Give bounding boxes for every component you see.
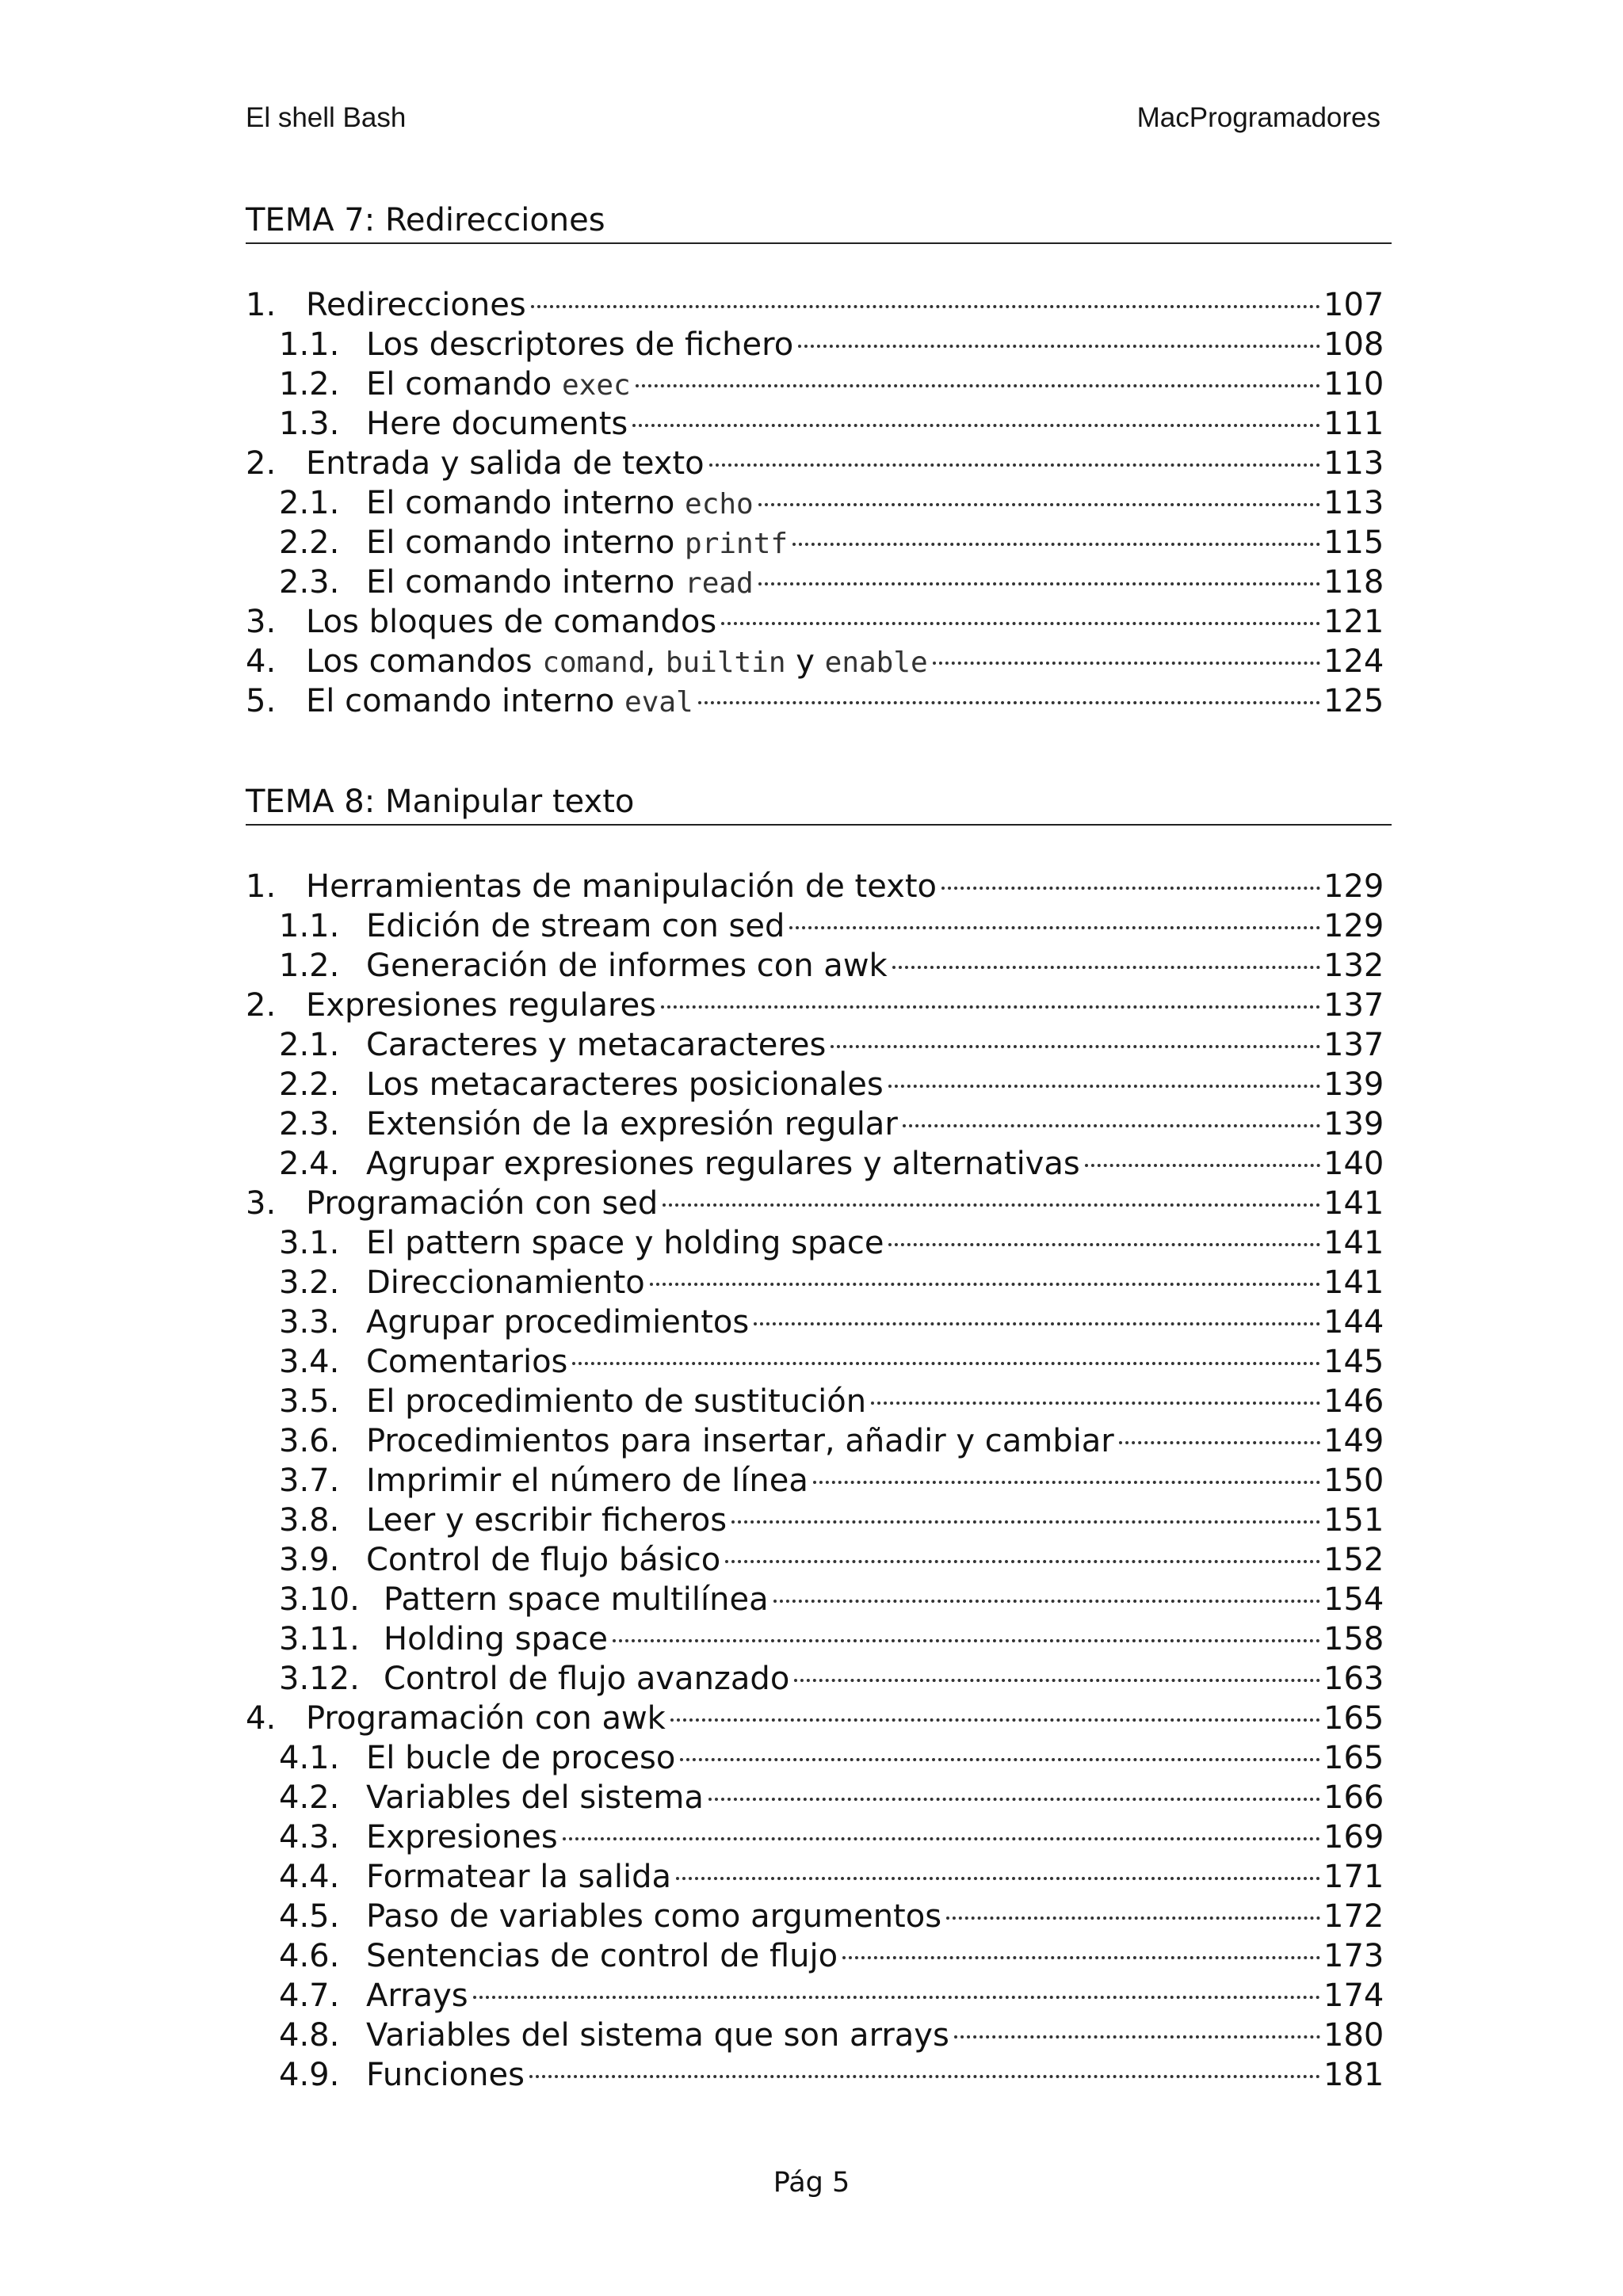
toc-entry-title: Los descriptores de fichero [366,326,794,363]
command-code: echo [685,488,754,521]
dot-leader [670,1718,1320,1722]
dot-leader [941,887,1320,890]
toc-entry-title-text: El comando interno [306,683,625,719]
toc-entry-page: 172 [1323,1898,1384,1935]
toc-entry-title: Edición de stream con sed [366,908,785,944]
toc-entry-number: 3.9. [279,1542,340,1578]
toc-entry-title: Generación de informes con awk [366,948,888,984]
toc-entry-page: 166 [1323,1779,1384,1816]
toc-entry-title [366,483,754,524]
toc-entry-title: Entrada y salida de texto [306,445,705,482]
toc-entry-number: 3.3. [279,1304,340,1341]
dot-leader [473,1996,1320,1999]
toc-entry-5[interactable] [246,681,1384,721]
toc-entry-4[interactable] [246,1699,1384,1738]
toc-entry-4-2[interactable] [246,1778,1384,1817]
toc-entry-page: 150 [1323,1463,1384,1499]
toc-entry-page: 137 [1323,1027,1384,1063]
dot-leader [888,1243,1320,1246]
toc-entry-number: 3.10. [279,1581,360,1618]
toc-entry-number: 4.1. [279,1740,340,1776]
toc-entry-3-2[interactable] [246,1263,1384,1302]
toc-entry-3-3[interactable] [246,1302,1384,1342]
dot-leader [758,582,1320,585]
toc-entry-page: 140 [1323,1146,1384,1182]
document-title: El shell Bash [246,102,407,133]
toc-entry-page: 124 [1323,643,1384,680]
toc-entry-3[interactable] [246,1184,1384,1223]
dot-leader [613,1639,1320,1642]
toc-entry-4[interactable] [246,642,1384,681]
toc-entry-title: Los bloques de comandos [306,604,717,640]
dot-leader [954,2035,1320,2039]
toc-entry-4-9[interactable] [246,2055,1384,2095]
toc-entry-3-8[interactable] [246,1501,1384,1540]
toc-entry-page: 180 [1323,2017,1384,2054]
toc-entry-page: 146 [1323,1383,1384,1420]
dot-leader [680,1758,1320,1761]
toc-entry-2-2[interactable] [246,1065,1384,1104]
toc-entry-title: Herramientas de manipulación de texto [306,868,937,905]
dot-leader [725,1560,1320,1563]
toc-entry-page: 141 [1323,1264,1384,1301]
toc-entry-title: Pattern space multilínea [384,1581,769,1618]
toc-entry-page: 145 [1323,1344,1384,1380]
toc-entry-title: Agrupar procedimientos [366,1304,750,1341]
dot-leader [708,1798,1320,1801]
toc-entry-page: 152 [1323,1542,1384,1578]
dot-leader [946,1917,1320,1920]
toc-entry-1-2[interactable] [246,364,1384,404]
toc-entry-2[interactable] [246,986,1384,1025]
toc-entry-title: Variables del sistema que son arrays [366,2017,949,2054]
toc-entry-number: 2.2. [279,524,340,561]
toc-entry-2-3[interactable] [246,1104,1384,1144]
toc-entry-3-11[interactable] [246,1619,1384,1659]
dot-leader [709,463,1320,467]
dot-leader [1119,1441,1320,1444]
toc-entry-title-text: El comando interno [366,564,685,601]
toc-entry-4-4[interactable] [246,1857,1384,1897]
toc-entry-title-text: El comando interno [366,524,685,561]
running-header [246,100,1381,136]
toc-entry-page: 141 [1323,1185,1384,1222]
chapter-title: TEMA 8: Manipular texto [246,780,1392,826]
toc-entry-number: 4.5. [279,1898,340,1935]
toc-entry-4-5[interactable] [246,1897,1384,1936]
toc-entry-number: 2.3. [279,1106,340,1142]
toc-entry-number: 3.2. [279,1264,340,1301]
toc-entry-number: 3.12. [279,1661,360,1697]
dot-leader [663,1203,1320,1207]
toc-entry-title: Funciones [366,2057,525,2093]
dot-leader [676,1877,1320,1880]
toc-entry-title: Control de flujo avanzado [384,1661,790,1697]
toc-entry-4-3[interactable] [246,1817,1384,1857]
toc-entry-number: 4. [246,643,277,680]
dot-leader [871,1402,1320,1405]
toc-entry-1[interactable] [246,285,1384,325]
chapter-tema-7 [246,198,1392,721]
dot-leader [903,1124,1320,1127]
toc-entry-1-3[interactable] [246,404,1384,444]
toc-entry-title: Holding space [384,1621,608,1657]
toc-entry-page: 169 [1323,1819,1384,1855]
dot-leader [892,966,1320,969]
toc-entry-title: Variables del sistema [366,1779,704,1816]
toc-entry-1-1[interactable] [246,906,1384,946]
toc-entry-number: 3.1. [279,1225,340,1261]
toc-entry-page: 113 [1323,485,1384,521]
toc-entry-title: El pattern space y holding space [366,1225,884,1261]
toc-entry-title-text: El comando interno [366,485,685,521]
toc-entry-title: Agrupar expresiones regulares y alternativas [366,1146,1080,1182]
toc-entry-title: Here documents [366,406,628,442]
dot-leader [773,1600,1320,1603]
toc-entry-number: 4.4. [279,1859,340,1895]
toc-entry-4-6[interactable] [246,1936,1384,1976]
toc-entry-page: 137 [1323,987,1384,1024]
toc-entry-number: 3.6. [279,1423,340,1459]
toc-entry-title: Leer y escribir ficheros [366,1502,727,1539]
toc-entry-title [306,681,693,723]
dot-leader [529,2075,1320,2078]
toc-entry-title: Expresiones [366,1819,558,1855]
toc-entry-number: 4. [246,1700,277,1737]
toc-entry-title: El procedimiento de sustitución [366,1383,867,1420]
toc-entry-page: 125 [1323,683,1384,719]
toc-entry-number: 1.3. [279,406,340,442]
toc-entry-title: Programación con awk [306,1700,666,1737]
toc-entry-number: 4.6. [279,1938,340,1974]
toc-entry-title: Imprimir el número de línea [366,1463,808,1499]
dot-leader [698,701,1320,704]
dot-leader [831,1045,1320,1048]
toc-list-tema-8 [246,867,1384,2095]
toc-entry-page: 111 [1323,406,1384,442]
toc-entry-title [366,364,631,406]
toc-entry-number: 4.7. [279,1978,340,2014]
toc-entry-page: 154 [1323,1581,1384,1618]
toc-entry-number: 1.2. [279,366,340,402]
publisher-name: MacProgramadores [1136,102,1381,133]
toc-entry-number: 1. [246,287,277,323]
toc-entry-4-8[interactable] [246,2016,1384,2055]
toc-entry-title [366,563,754,604]
toc-entry-number: 3.4. [279,1344,340,1380]
toc-entry-page: 132 [1323,948,1384,984]
toc-entry-1[interactable] [246,867,1384,906]
toc-entry-page: 165 [1323,1700,1384,1737]
toc-entry-number: 3.11. [279,1621,360,1657]
dot-leader [632,424,1320,427]
dot-leader [661,1005,1320,1009]
toc-entry-3-6[interactable] [246,1421,1384,1461]
toc-entry-page: 108 [1323,326,1384,363]
toc-entry-number: 3.7. [279,1463,340,1499]
toc-entry-number: 4.3. [279,1819,340,1855]
toc-entry-number: 2.2. [279,1066,340,1103]
toc-entry-page: 121 [1323,604,1384,640]
command-code: printf [685,528,789,560]
dot-leader [842,1956,1320,1959]
toc-entry-page: 141 [1323,1225,1384,1261]
toc-entry-page: 129 [1323,868,1384,905]
toc-entry-3-9[interactable] [246,1540,1384,1580]
toc-entry-page: 113 [1323,445,1384,482]
toc-entry-4-1[interactable] [246,1738,1384,1778]
toc-entry-page: 139 [1323,1106,1384,1142]
dot-leader [754,1322,1320,1325]
toc-entry-number: 2.4. [279,1146,340,1182]
toc-entry-title: Arrays [366,1978,468,2014]
toc-entry-3-10[interactable] [246,1580,1384,1619]
command-code: read [685,567,754,600]
toc-entry-3-7[interactable] [246,1461,1384,1501]
toc-entry-page: 149 [1323,1423,1384,1459]
toc-entry-number: 1.1. [279,326,340,363]
toc-entry-page: 174 [1323,1978,1384,2014]
toc-entry-1-1[interactable] [246,325,1384,364]
toc-entry-title: Formatear la salida [366,1859,672,1895]
title-separator: , [645,643,666,680]
dot-leader [636,384,1320,387]
toc-entry-title: Expresiones regulares [306,987,657,1024]
dot-leader [789,926,1320,929]
toc-entry-title: Los metacaracteres posicionales [366,1066,884,1103]
toc-entry-2-1[interactable] [246,483,1384,523]
toc-entry-number: 3.5. [279,1383,340,1420]
toc-entry-number: 3.8. [279,1502,340,1539]
toc-entry-1-2[interactable] [246,946,1384,986]
toc-entry-number: 2. [246,445,277,482]
toc-entry-3-1[interactable] [246,1223,1384,1263]
command-code: enable [824,646,928,679]
toc-entry-4-7[interactable] [246,1976,1384,2016]
page-number: Pág 5 [773,2167,850,2199]
toc-entry-number: 2.1. [279,1027,340,1063]
toc-entry-title: Caracteres y metacaracteres [366,1027,827,1063]
dot-leader [888,1085,1320,1088]
title-conjunction: y [785,643,825,680]
dot-leader [572,1362,1320,1365]
dot-leader [798,345,1320,348]
toc-entry-page: 158 [1323,1621,1384,1657]
toc-entry-number: 1.1. [279,908,340,944]
toc-entry-title-text: El comando [366,366,562,402]
command-code: exec [561,369,631,402]
toc-entry-number: 3. [246,1185,277,1222]
chapter-title: TEMA 7: Redirecciones [246,198,1392,244]
dot-leader [650,1283,1320,1286]
toc-entry-title: Control de flujo básico [366,1542,721,1578]
toc-entry-page: 151 [1323,1502,1384,1539]
toc-entry-title-text: Los comandos [306,643,543,680]
toc-entry-2[interactable] [246,444,1384,483]
toc-entry-number: 4.8. [279,2017,340,2054]
toc-entry-page: 139 [1323,1066,1384,1103]
toc-entry-number: 2.3. [279,564,340,601]
command-code: comand [542,646,646,679]
dot-leader [531,305,1320,308]
toc-entry-number: 2.1. [279,485,340,521]
dot-leader [933,662,1320,665]
toc-entry-2-2[interactable] [246,523,1384,563]
dot-leader [813,1481,1320,1484]
toc-entry-page: 171 [1323,1859,1384,1895]
page-footer [0,2164,1623,2201]
dot-leader [794,1679,1320,1682]
toc-entry-number: 4.2. [279,1779,340,1816]
toc-entry-number: 2. [246,987,277,1024]
command-code: builtin [665,646,786,679]
toc-entry-2-1[interactable] [246,1025,1384,1065]
toc-entry-3-4[interactable] [246,1342,1384,1382]
toc-entry-page: 163 [1323,1661,1384,1697]
toc-entry-number: 1. [246,868,277,905]
toc-entry-number: 1.2. [279,948,340,984]
toc-entry-3-5[interactable] [246,1382,1384,1421]
dot-leader [758,503,1320,506]
toc-entry-page: 165 [1323,1740,1384,1776]
toc-entry-page: 118 [1323,564,1384,601]
dot-leader [731,1520,1320,1524]
toc-entry-page: 110 [1323,366,1384,402]
toc-list-tema-7 [246,285,1384,721]
toc-entry-2-3[interactable] [246,563,1384,602]
toc-entry-title: Programación con sed [306,1185,659,1222]
toc-entry-title: Procedimientos para insertar, añadir y cambiar [366,1423,1114,1459]
toc-entry-page: 173 [1323,1938,1384,1974]
toc-entry-title [306,642,928,683]
toc-entry-title: Sentencias de control de flujo [366,1938,838,1974]
dot-leader [563,1837,1320,1840]
toc-entry-2-4[interactable] [246,1144,1384,1184]
dot-leader [721,622,1320,625]
toc-entry-page: 107 [1323,287,1384,323]
command-code: eval [624,686,693,719]
toc-entry-title: Paso de variables como argumentos [366,1898,942,1935]
dot-leader [792,543,1320,546]
toc-entry-title: Redirecciones [306,287,526,323]
toc-entry-number: 3. [246,604,277,640]
toc-entry-title: Direccionamiento [366,1264,645,1301]
toc-entry-title: Extensión de la expresión regular [366,1106,898,1142]
toc-entry-page: 129 [1323,908,1384,944]
toc-entry-3[interactable] [246,602,1384,642]
toc-entry-page: 144 [1323,1304,1384,1341]
toc-entry-page: 181 [1323,2057,1384,2093]
toc-entry-number: 4.9. [279,2057,340,2093]
toc-entry-title: El bucle de proceso [366,1740,676,1776]
toc-entry-title [366,523,788,564]
toc-entry-3-12[interactable] [246,1659,1384,1699]
toc-entry-number: 5. [246,683,277,719]
dot-leader [1085,1164,1320,1167]
toc-entry-title: Comentarios [366,1344,568,1380]
chapter-tema-8 [246,780,1392,2095]
toc-entry-page: 115 [1323,524,1384,561]
